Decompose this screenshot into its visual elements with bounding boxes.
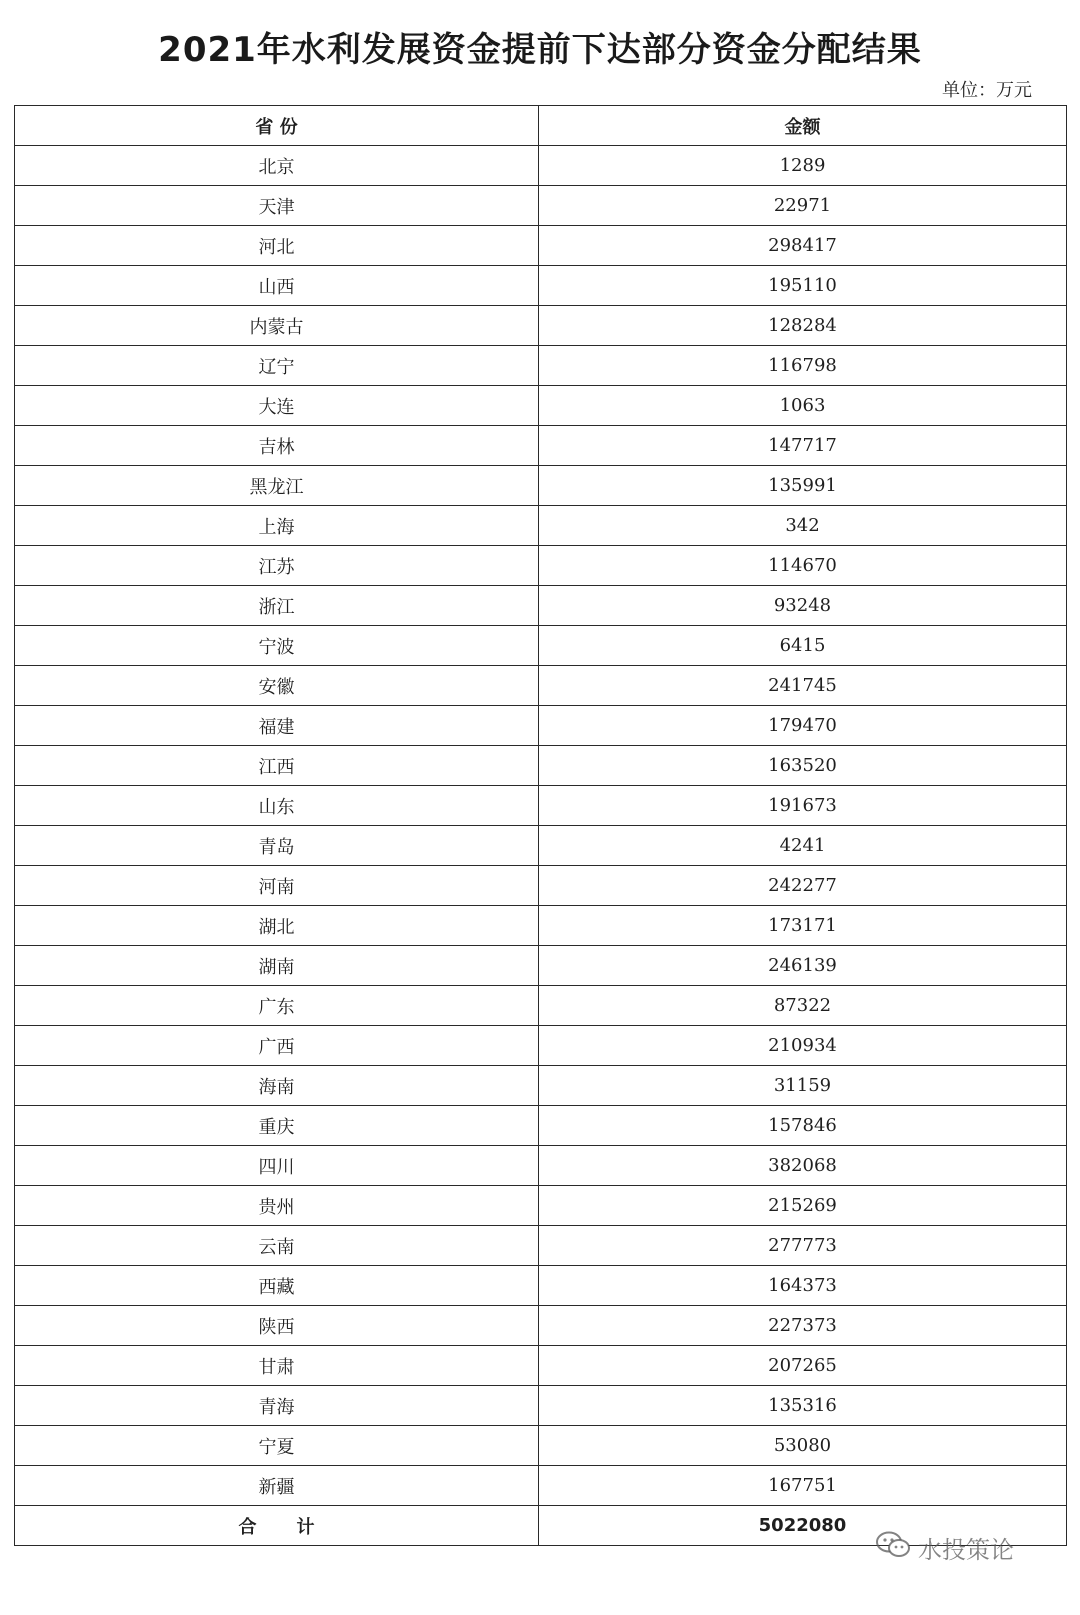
amount-cell: 342 — [539, 506, 1067, 546]
watermark — [876, 1530, 1014, 1565]
province-cell: 广东 — [15, 986, 539, 1026]
table-row — [15, 666, 1067, 706]
table-row — [15, 786, 1067, 826]
province-cell: 湖北 — [15, 906, 539, 946]
table-row — [15, 626, 1067, 666]
amount-cell: 135316 — [539, 1386, 1067, 1426]
province-cell: 江苏 — [15, 546, 539, 586]
table-row — [15, 346, 1067, 386]
province-cell: 湖南 — [15, 946, 539, 986]
table-header-row — [15, 106, 1067, 146]
table-row — [15, 866, 1067, 906]
amount-cell: 298417 — [539, 226, 1067, 266]
amount-cell: 1289 — [539, 146, 1067, 186]
province-cell: 山西 — [15, 266, 539, 306]
table-row — [15, 1346, 1067, 1386]
amount-cell: 382068 — [539, 1146, 1067, 1186]
province-cell: 山东 — [15, 786, 539, 826]
province-cell: 重庆 — [15, 1106, 539, 1146]
province-cell: 辽宁 — [15, 346, 539, 386]
table-row — [15, 1186, 1067, 1226]
province-cell: 内蒙古 — [15, 306, 539, 346]
table-row — [15, 426, 1067, 466]
amount-cell: 195110 — [539, 266, 1067, 306]
amount-cell: 22971 — [539, 186, 1067, 226]
province-cell: 河南 — [15, 866, 539, 906]
header-province: 省 份 — [15, 106, 539, 146]
amount-cell: 215269 — [539, 1186, 1067, 1226]
amount-cell: 163520 — [539, 746, 1067, 786]
table-row — [15, 1066, 1067, 1106]
allocation-table — [14, 105, 1067, 1546]
amount-cell: 147717 — [539, 426, 1067, 466]
table-row — [15, 586, 1067, 626]
amount-cell: 53080 — [539, 1426, 1067, 1466]
table-row — [15, 146, 1067, 186]
amount-cell: 87322 — [539, 986, 1067, 1026]
province-cell: 福建 — [15, 706, 539, 746]
province-cell: 江西 — [15, 746, 539, 786]
province-cell: 青岛 — [15, 826, 539, 866]
total-label — [15, 1506, 539, 1546]
province-cell: 西藏 — [15, 1266, 539, 1306]
table-row — [15, 386, 1067, 426]
province-cell: 宁夏 — [15, 1426, 539, 1466]
table-row — [15, 1226, 1067, 1266]
allocation-table-container — [14, 105, 1066, 1546]
amount-cell: 227373 — [539, 1306, 1067, 1346]
province-cell: 大连 — [15, 386, 539, 426]
amount-cell: 277773 — [539, 1226, 1067, 1266]
table-row — [15, 946, 1067, 986]
amount-cell: 179470 — [539, 706, 1067, 746]
province-cell: 宁波 — [15, 626, 539, 666]
table-row — [15, 306, 1067, 346]
amount-cell: 6415 — [539, 626, 1067, 666]
amount-cell: 4241 — [539, 826, 1067, 866]
table-row — [15, 1386, 1067, 1426]
table-row — [15, 186, 1067, 226]
amount-cell: 167751 — [539, 1466, 1067, 1506]
table-row — [15, 466, 1067, 506]
amount-cell: 93248 — [539, 586, 1067, 626]
table-row — [15, 1146, 1067, 1186]
table-row — [15, 986, 1067, 1026]
province-cell: 青海 — [15, 1386, 539, 1426]
province-cell: 河北 — [15, 226, 539, 266]
table-body — [15, 146, 1067, 1506]
document-title: 2021年水利发展资金提前下达部分资金分配结果 — [158, 30, 922, 70]
amount-cell: 114670 — [539, 546, 1067, 586]
province-cell: 甘肃 — [15, 1346, 539, 1386]
table-row — [15, 826, 1067, 866]
amount-cell: 191673 — [539, 786, 1067, 826]
amount-cell: 246139 — [539, 946, 1067, 986]
province-cell: 广西 — [15, 1026, 539, 1066]
province-cell: 上海 — [15, 506, 539, 546]
table-row — [15, 1306, 1067, 1346]
amount-cell: 128284 — [539, 306, 1067, 346]
amount-cell: 207265 — [539, 1346, 1067, 1386]
province-cell: 陕西 — [15, 1306, 539, 1346]
table-row — [15, 746, 1067, 786]
amount-cell: 210934 — [539, 1026, 1067, 1066]
amount-cell: 116798 — [539, 346, 1067, 386]
province-cell: 北京 — [15, 146, 539, 186]
province-cell: 四川 — [15, 1146, 539, 1186]
table-row — [15, 906, 1067, 946]
province-cell: 新疆 — [15, 1466, 539, 1506]
province-cell: 安徽 — [15, 666, 539, 706]
table-row — [15, 506, 1067, 546]
table-row — [15, 1266, 1067, 1306]
table-row — [15, 1426, 1067, 1466]
table-row — [15, 226, 1067, 266]
amount-cell: 164373 — [539, 1266, 1067, 1306]
province-cell: 黑龙江 — [15, 466, 539, 506]
amount-cell: 157846 — [539, 1106, 1067, 1146]
total-value: 5022080 — [539, 1506, 1067, 1546]
table-row — [15, 1026, 1067, 1066]
table-row — [15, 1466, 1067, 1506]
table-row — [15, 1106, 1067, 1146]
watermark-text: 水投策论 — [918, 1536, 1014, 1564]
province-cell: 海南 — [15, 1066, 539, 1106]
amount-cell: 1063 — [539, 386, 1067, 426]
province-cell: 吉林 — [15, 426, 539, 466]
total-label-text: 合计 — [238, 1516, 355, 1538]
amount-cell: 31159 — [539, 1066, 1067, 1106]
table-row — [15, 266, 1067, 306]
province-cell: 浙江 — [15, 586, 539, 626]
wechat-icon — [876, 1531, 910, 1565]
amount-cell: 173171 — [539, 906, 1067, 946]
unit-note: 单位：万元 — [942, 80, 1032, 101]
amount-cell: 135991 — [539, 466, 1067, 506]
province-cell: 贵州 — [15, 1186, 539, 1226]
province-cell: 天津 — [15, 186, 539, 226]
table-row — [15, 706, 1067, 746]
table-row — [15, 546, 1067, 586]
amount-cell: 242277 — [539, 866, 1067, 906]
province-cell: 云南 — [15, 1226, 539, 1266]
header-amount: 金额 — [539, 106, 1067, 146]
amount-cell: 241745 — [539, 666, 1067, 706]
